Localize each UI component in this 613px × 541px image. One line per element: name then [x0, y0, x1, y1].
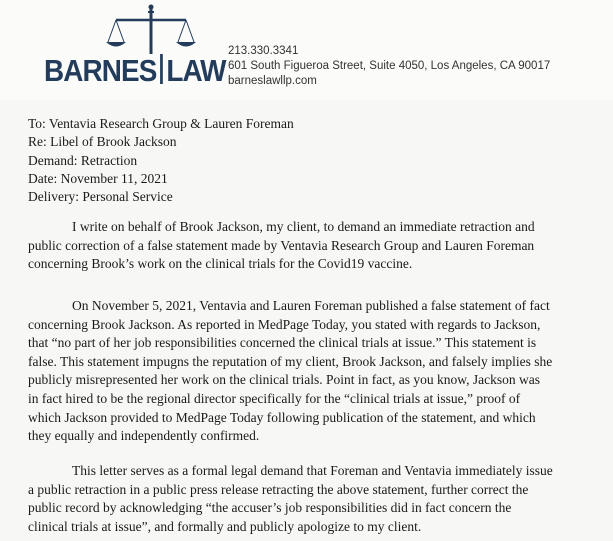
text-line: in fact hired to be the regional director specifically for the “clinical trials at issue,” proof of: [28, 390, 521, 406]
to-line: To: Ventavia Research Group & Lauren Foreman: [28, 116, 294, 131]
paragraph-3: [28, 462, 588, 536]
text-line: clinical trials at issue”, and formally and publicly apologize to my client.: [28, 518, 422, 534]
text-line: they equally and independently confirmed.: [28, 428, 260, 444]
text-line: I write on behalf of Brook Jackson, my client, to demand an immediate retraction and: [72, 219, 535, 234]
text-line: false. This statement impugns the reputation of my client, Brook Jackson, and falsely implies she: [28, 353, 553, 369]
logo-word-barnes: BARNES: [44, 53, 157, 88]
text-line: concerning Brook Jackson. As reported in MedPage Today, you stated with regards to Jackson,: [28, 316, 541, 332]
text-line: On November 5, 2021, Ventavia and Lauren Foreman published a false statement of fact: [72, 298, 550, 313]
text-line: public correction of a false statement made by Ventavia Research Group and Lauren Foreman: [28, 237, 535, 253]
text-line: public record by acknowledging “the accuser’s job responsibilities did in fact concern the: [28, 500, 512, 516]
firm-name: [44, 53, 226, 88]
firm-logo: [44, 4, 226, 96]
paragraph-2: [28, 297, 588, 446]
delivery-line: Delivery: Personal Service: [28, 189, 173, 205]
text-line: which Jackson provided to MedPage Today following publication of the statement, and which: [28, 409, 536, 425]
text-line: a public retraction in a public press release retracting the above statement, further correct the: [28, 481, 529, 497]
letter-header: [28, 115, 294, 206]
re-line: Re: Libel of Brook Jackson: [28, 134, 177, 150]
demand-line: Demand: Retraction: [28, 152, 138, 168]
paragraph-1: [28, 218, 588, 274]
website: barneslawllp.com: [228, 75, 317, 87]
phone: 213.330.3341: [228, 45, 299, 57]
logo-word-law: LAW: [166, 53, 226, 88]
contact-info: [228, 44, 550, 89]
address: 601 South Figueroa Street, Suite 4050, Los Angeles, CA 90017: [228, 60, 551, 72]
date-line: Date: November 11, 2021: [28, 170, 168, 186]
logo-divider: [160, 54, 163, 84]
text-line: that “no part of her job responsibilities concerned the clinical trials at issue.” This statement is: [28, 335, 537, 351]
text-line: This letter serves as a formal legal demand that Foreman and Ventavia immediately issue: [72, 463, 553, 478]
text-line: concerning Brook’s work on the clinical trials for the Covid19 vaccine.: [28, 256, 413, 272]
scales-of-justice-icon: [44, 4, 204, 56]
text-line: publicly misrepresented her work on the clinical trials. Point in fact, as you know, Jackson was: [28, 372, 541, 388]
letterhead: [0, 0, 613, 100]
